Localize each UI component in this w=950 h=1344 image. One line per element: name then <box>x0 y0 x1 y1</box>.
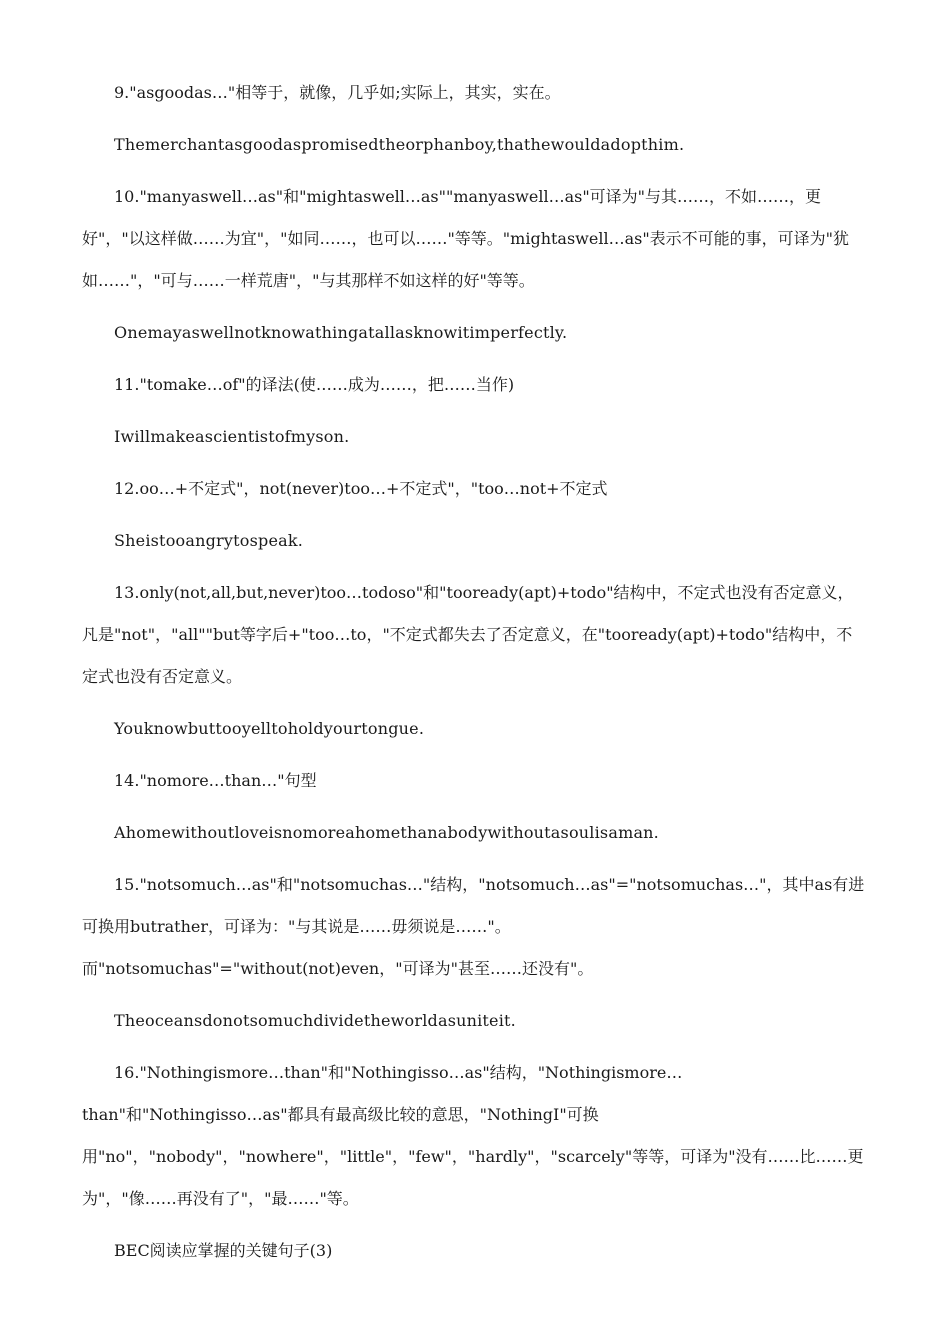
item-15-line-1: 15."notsomuch…as"和"notsomuchas…"结构，"notsomuch…as"="notsomuchas…"，其中as有进可换用butrather，可译为："与其说是……毋须说是……"。 <box>82 875 865 936</box>
item-10-heading: 10."manyaswell…as"和"mightaswell…as""manyaswell…as"可译为"与其……，不如……，更好"，"以这样做……为宜"，"如同……，也可以……"等等。"mightaswell…as"表示不可能的事，可译为"犹如……"，"可与……一样荒唐"，"与其那样不如这样的好"等等。 <box>82 187 850 290</box>
item-11-example: Iwillmakeascientistofmyson. <box>114 427 350 446</box>
item-12-heading: 12.oo…+不定式"，not(never)too…+不定式"，"too…not+不定式 <box>114 479 608 498</box>
item-13-heading: 13.only(not,all,but,never)too…todoso"和"tooready(apt)+todo"结构中，不定式也没有否定意义，凡是"not"，"all""but等字后+"too…to，"不定式都失去了否定意义，在"tooready(apt)+todo"结构中，不定式也没有否定意义。 <box>82 583 854 686</box>
item-16-line-1: 16."Nothingismore…than"和"Nothingisso…as"结构，"Nothingismore… <box>114 1063 683 1082</box>
document-page <box>82 72 868 1272</box>
item-13-example: Youknowbuttooyelltoholdyourtongue. <box>114 719 425 738</box>
item-16-line-3: 用"no"，"nobody"，"nowhere"，"little"，"few"，"hardly"，"scarcely"等等，可译为"没有……比……更为"，"像……再没有了"，"最……"等。 <box>82 1147 864 1208</box>
item-14-example: Ahomewithoutloveisnomoreahomethanabodywithoutasoulisaman. <box>114 823 659 842</box>
item-10-example: Onemayaswellnotknowathingatallasknowitimperfectly. <box>114 323 568 342</box>
item-12-example: Sheistooangrytospeak. <box>114 531 304 550</box>
item-9-heading: 9."asgoodas…"相等于，就像，几乎如;实际上，其实，实在。 <box>114 83 561 102</box>
item-9-example: Themerchantasgoodaspromisedtheorphanboy,thathewouldadopthim. <box>114 135 685 154</box>
item-11-heading: 11."tomake…of"的译法(使……成为……，把……当作) <box>114 375 515 394</box>
item-15-example: Theoceansdonotsomuchdividetheworldasuniteit. <box>114 1011 516 1030</box>
item-15-line-2: 而"notsomuchas"="without(not)even，"可译为"甚至……还没有"。 <box>82 959 594 978</box>
item-16-line-2: than"和"Nothingisso…as"都具有最高级比较的意思，"NothingI"可换 <box>82 1105 599 1124</box>
section-title: BEC阅读应掌握的关键句子(3) <box>114 1241 333 1260</box>
item-15-heading <box>82 864 868 990</box>
item-14-heading: 14."nomore…than…"句型 <box>114 771 317 790</box>
item-16-heading <box>82 1052 868 1220</box>
